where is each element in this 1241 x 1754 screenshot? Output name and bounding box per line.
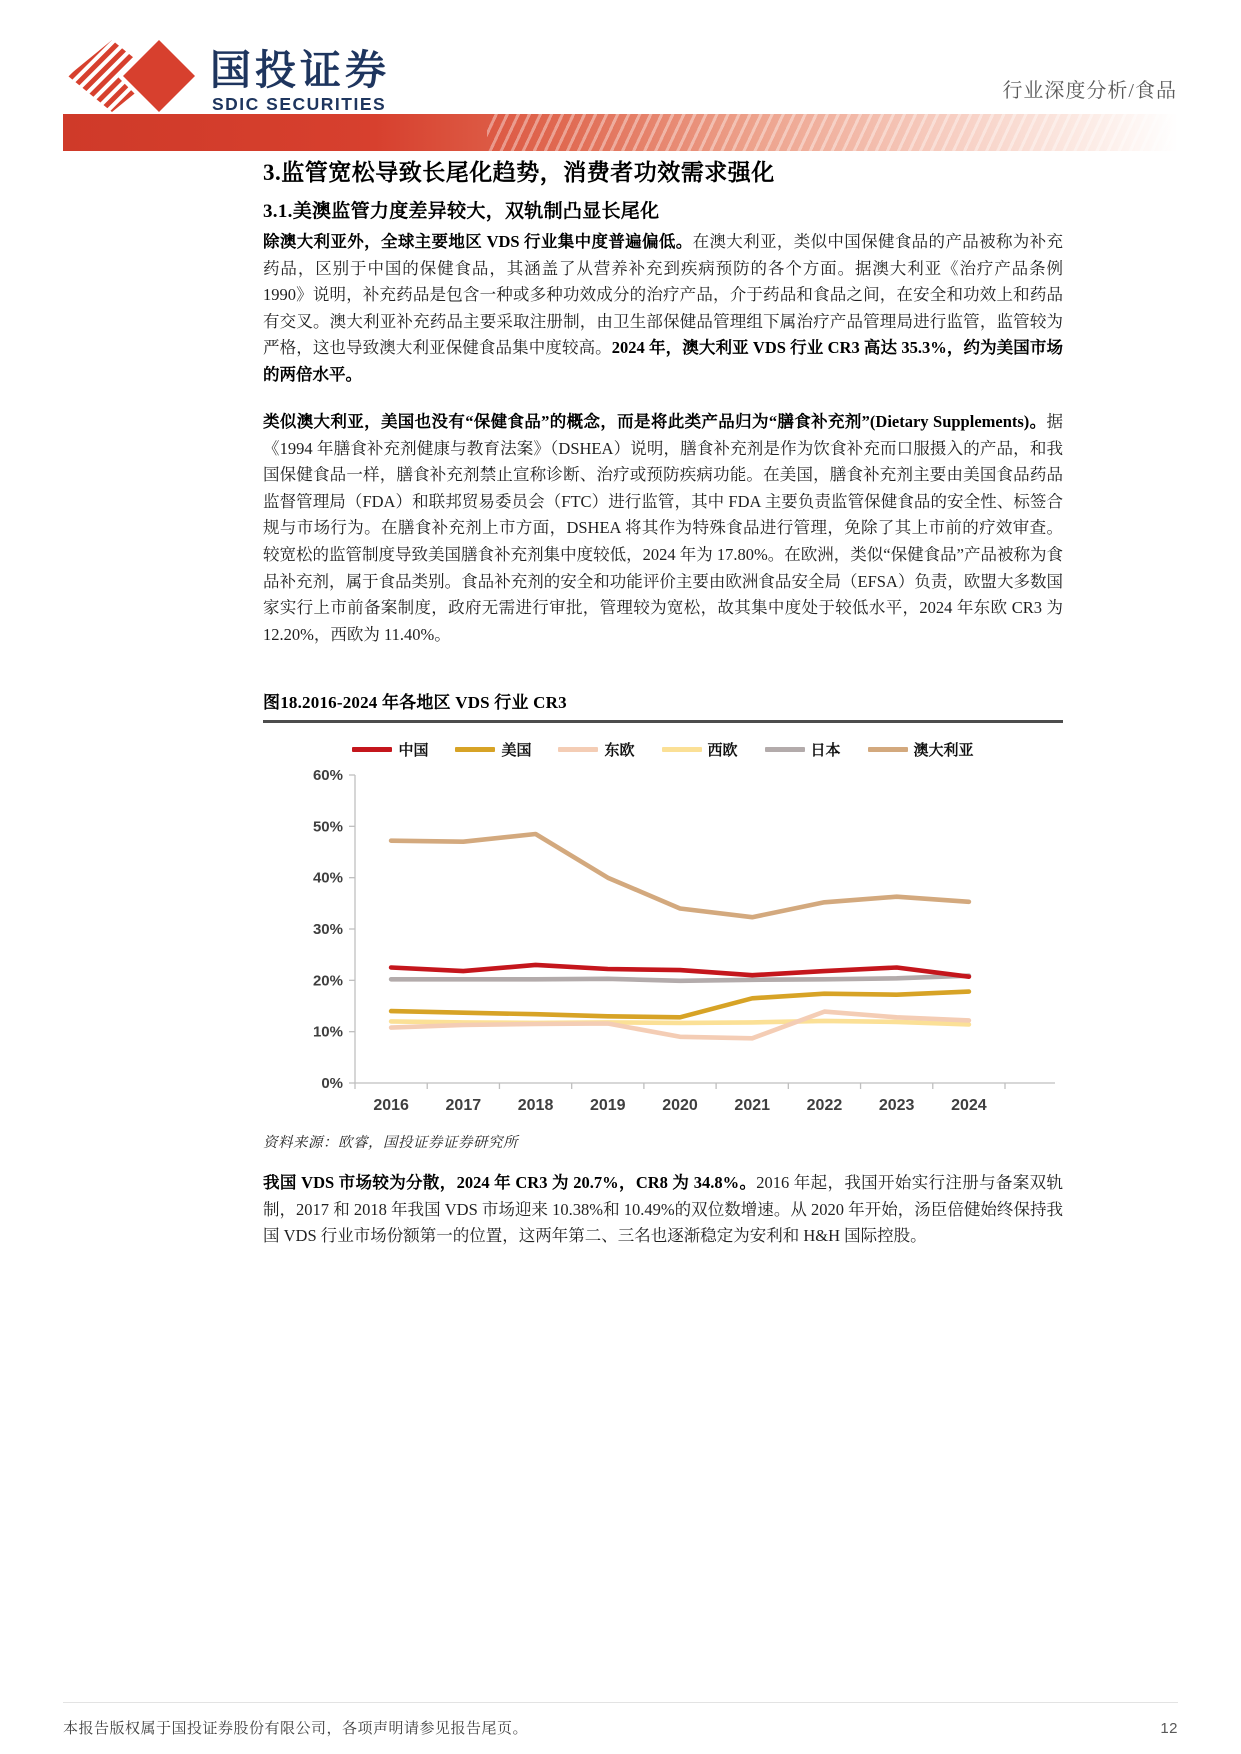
paragraph-1-lead: 除澳大利亚外，全球主要地区 VDS 行业集中度普遍偏低。 xyxy=(263,232,693,251)
legend-item-美国 xyxy=(455,739,531,760)
legend-swatch-icon xyxy=(662,747,702,752)
red-striped-diamond-icon xyxy=(68,36,197,116)
paragraph-1 xyxy=(263,229,1063,389)
brand-name-en: SDIC SECURITIES xyxy=(212,94,387,114)
paragraph-2 xyxy=(263,409,1063,648)
section-heading: 3.监管宽松导致长尾化趋势，消费者功效需求强化 xyxy=(263,160,775,185)
doc-type-label: 行业深度分析/食品 xyxy=(1002,80,1177,102)
paragraph-3-body: 2016 年起，我国开始实行注册与备案双轨制，2017 和 2018 年我国 VDS 市场迎来 10.38%和 10.49%的双位数增速。从 2020 年开始，汤臣倍健始终保持我国 VDS 行业市场份额第一的位置，这两年第二、三名也逐渐稳定为安利和 H&H 国际控股。 xyxy=(263,1173,1064,1246)
cr3-line-chart xyxy=(263,763,1063,1121)
legend-item-西欧 xyxy=(662,739,738,760)
legend-swatch-icon xyxy=(558,747,598,752)
x-axis-label: 2021 xyxy=(734,1097,771,1114)
y-axis-label: 30% xyxy=(312,921,343,938)
legend-label: 美国 xyxy=(501,742,532,759)
legend-swatch-icon xyxy=(455,747,495,752)
chart-legend xyxy=(263,739,1063,759)
y-axis-label: 20% xyxy=(312,972,343,990)
legend-swatch-icon xyxy=(868,747,908,752)
sdic-logo xyxy=(60,34,420,118)
legend-item-中国 xyxy=(352,739,428,760)
legend-swatch-icon xyxy=(352,747,392,752)
series-line-澳大利亚 xyxy=(391,834,969,917)
series-line-日本 xyxy=(391,976,969,981)
legend-label: 日本 xyxy=(810,742,841,759)
subsection-heading: 3.1.美澳监管力度差异较大，双轨制凸显长尾化 xyxy=(263,201,660,222)
x-axis-label: 2016 xyxy=(373,1097,409,1114)
series-line-中国 xyxy=(391,965,969,977)
legend-label: 西欧 xyxy=(707,742,738,759)
y-axis-label: 50% xyxy=(312,818,343,836)
x-axis-label: 2024 xyxy=(951,1097,987,1114)
legend-item-日本 xyxy=(765,739,841,760)
y-axis-label: 40% xyxy=(312,869,343,887)
figure-source: 资料来源：欧睿，国投证券证券研究所 xyxy=(263,1135,518,1151)
figure-title: 图18.2016-2024 年各地区 VDS 行业 CR3 xyxy=(263,688,1063,723)
header-accent-bar xyxy=(63,114,1178,151)
brand-name-cn: 国投证券 xyxy=(210,47,390,93)
paragraph-2-body: 据《1994 年膳食补充剂健康与教育法案》（DSHEA）说明，膳食补充剂是作为饮食补充而口服摄入的产品，和我国保健食品一样，膳食补充剂禁止宣称诊断、治疗或预防疾病功能。在美国，膳食补充剂主要由美国食品药品监督管理局（FDA）和联邦贸易委员会（FTC）进行监管，其中 FDA 主要负责监管保健食品的安全性、标签合规与市场行为。在膳食补充剂上市方面，DSHEA 将其作为特殊食品进行管理，免除了其上市前的疗效审查。较宽松的监管制度导致美国膳食补充剂集中度较低，2024 年为 17.80%。在欧洲，类似“保健食品”产品被称为食品补充剂，属于食品类别。食品补充剂的安全和功能评价主要由欧洲食品安全局（EFSA）负责，欧盟大多数国家实行上市前备案制度，政府无需进行审批，管理较为宽松，故其集中度处于较低水平，2024 年东欧 CR3 为 12.20%，西欧为 11.40%。 xyxy=(263,412,1063,644)
legend-label: 东欧 xyxy=(604,742,635,759)
x-axis-label: 2018 xyxy=(517,1097,554,1114)
paragraph-3-lead: 我国 VDS 市场较为分散，2024 年 CR3 为 20.7%，CR8 为 34.8%。 xyxy=(263,1173,757,1192)
legend-item-东欧 xyxy=(558,739,634,760)
paragraph-3 xyxy=(263,1170,1063,1250)
paragraph-2-lead: 类似澳大利亚，美国也没有“保健食品”的概念，而是将此类产品归为“膳食补充剂”(Dietary Supplements)。 xyxy=(263,412,1047,431)
x-axis-label: 2022 xyxy=(806,1097,843,1114)
legend-label: 中国 xyxy=(398,742,429,759)
paragraph-1-tail: 2024 年，澳大利亚 VDS 行业 CR3 高达 35.3%，约为美国市场的两倍水平。 xyxy=(263,338,1064,384)
y-axis-label: 60% xyxy=(312,767,343,784)
y-axis-label: 10% xyxy=(312,1023,343,1041)
figure-18 xyxy=(263,688,1063,1152)
legend-item-澳大利亚 xyxy=(868,739,974,760)
legend-label: 澳大利亚 xyxy=(913,742,974,759)
x-axis-label: 2017 xyxy=(445,1097,482,1114)
page-footer xyxy=(63,1702,1178,1738)
paragraph-1-body: 在澳大利亚，类似中国保健食品的产品被称为补充药品，区别于中国的保健食品，其涵盖了从营养补充到疾病预防的各个方面。据澳大利亚《治疗产品条例 1990》说明，补充药品是包含一种或多种功效成分的治疗产品，介于药品和食品之间，在安全和功效上和药品有交叉。澳大利亚补充药品主要采取注册制，由卫生部保健品管理组下属治疗产品管理局进行监管，监管较为严格，这也导致澳大利亚保健食品集中度较高。 xyxy=(263,232,1064,358)
x-axis-label: 2023 xyxy=(878,1097,915,1114)
x-axis-label: 2019 xyxy=(589,1097,626,1114)
x-axis-label: 2020 xyxy=(662,1097,698,1114)
copyright-notice: 本报告版权属于国投证券股份有限公司，各项声明请参见报告尾页。 xyxy=(63,1721,529,1737)
legend-swatch-icon xyxy=(765,747,805,752)
page-number: 12 xyxy=(1160,1720,1178,1737)
y-axis-label: 0% xyxy=(321,1075,343,1092)
series-line-美国 xyxy=(391,992,969,1018)
